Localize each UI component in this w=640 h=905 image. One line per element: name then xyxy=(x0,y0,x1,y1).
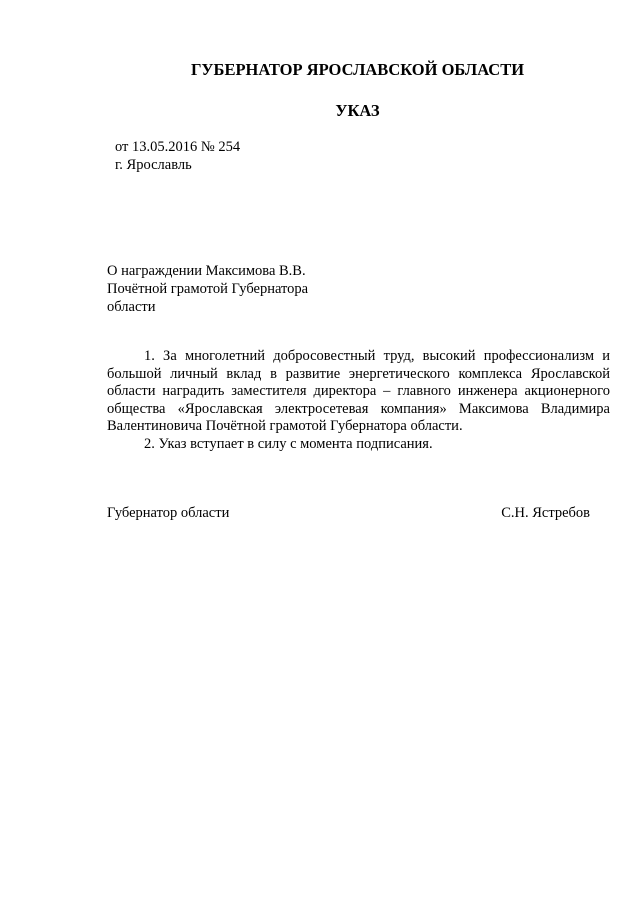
document-authority: ГУБЕРНАТОР ЯРОСЛАВСКОЙ ОБЛАСТИ xyxy=(190,60,525,79)
date-number: от 13.05.2016 № 254 xyxy=(115,139,241,155)
document-subject xyxy=(107,262,367,316)
city: г. Ярославль xyxy=(115,157,192,173)
document-meta xyxy=(115,138,240,174)
subject-line: области xyxy=(107,299,156,315)
signatory-name: С.Н. Ястребов xyxy=(501,505,590,521)
document-body xyxy=(107,348,610,453)
subject-line: Почётной грамотой Губернатора xyxy=(107,281,309,297)
body-paragraph-2: 2. Указ вступает в силу с момента подписания. xyxy=(144,435,433,452)
subject-line: О награждении Максимова В.В. xyxy=(107,263,306,279)
signatory-position: Губернатор области xyxy=(107,505,230,521)
body-paragraph-1: 1. За многолетний добросовестный труд, высокий профессионализм и большой личный вклад в развитие энергетического комплекса Ярославской области наградить заместителя директора – главного инженера акционерного общества «Ярославская электросетевая компания» Максимова Владимира Валентиновича Почётной грамотой Губернатора области. xyxy=(107,348,610,434)
document-type: УКАЗ xyxy=(335,101,380,120)
signature-block xyxy=(107,504,590,522)
